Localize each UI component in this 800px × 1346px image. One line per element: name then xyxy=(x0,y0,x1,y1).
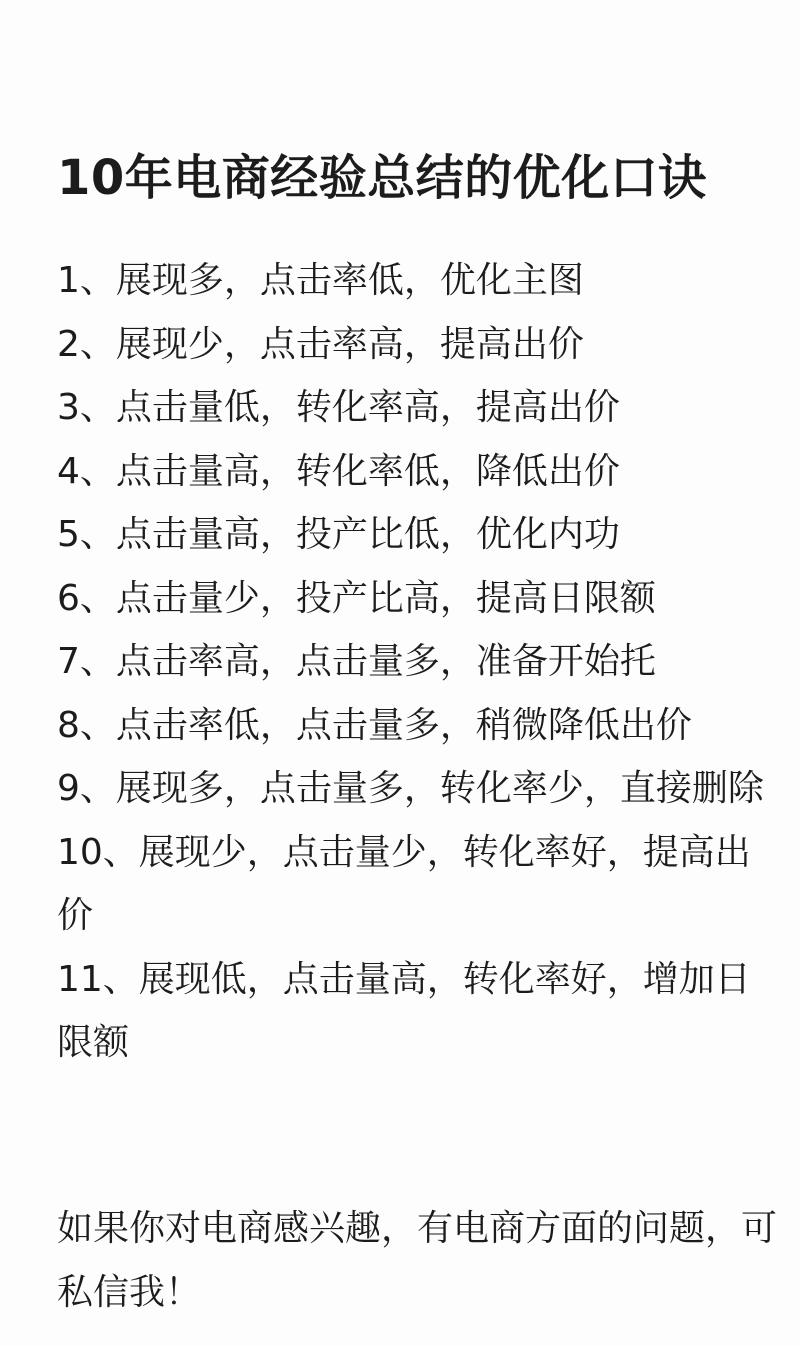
list-item xyxy=(57,821,779,948)
list-item xyxy=(57,249,779,313)
list-item xyxy=(57,694,779,758)
list-item-text: 1、展现多，点击率低，优化主图 xyxy=(57,260,584,301)
list-item-text: 5、点击量高，投产比低，优化内功 xyxy=(57,514,620,555)
list-item-text: 2、展现少，点击率高，提高出价 xyxy=(57,323,584,365)
list-item-text: 9、展现多，点击量多，转化率少，直接删除 xyxy=(57,768,764,809)
list-item-text: 11、展现低，点击量高，转化率好，增加日限额 xyxy=(57,958,751,1063)
list-item xyxy=(57,948,779,1075)
list-item xyxy=(57,440,779,504)
list-item-text: 6、点击量少，投产比高，提高日限额 xyxy=(57,577,656,619)
list-item xyxy=(57,567,779,631)
page-title: 10年电商经验总结的优化口诀 xyxy=(57,150,707,206)
list-item xyxy=(57,630,779,694)
list-item xyxy=(57,757,779,821)
list-item xyxy=(57,376,779,440)
list-item-text: 3、点击量低，转化率高，提高出价 xyxy=(57,387,620,428)
list-item xyxy=(57,313,779,377)
tips-list xyxy=(57,249,779,1075)
list-item-text: 10、展现少，点击量少，转化率好，提高出价 xyxy=(57,831,751,936)
list-item-text: 8、点击率低，点击量多，稍微降低出价 xyxy=(57,704,692,746)
list-item-text: 4、点击量高，转化率低，降低出价 xyxy=(57,450,620,492)
closing-note: 如果你对电商感兴趣，有电商方面的问题，可私信我！ xyxy=(57,1208,778,1313)
list-item-text: 7、点击率高，点击量多，准备开始托 xyxy=(57,641,656,682)
list-item xyxy=(57,503,779,567)
